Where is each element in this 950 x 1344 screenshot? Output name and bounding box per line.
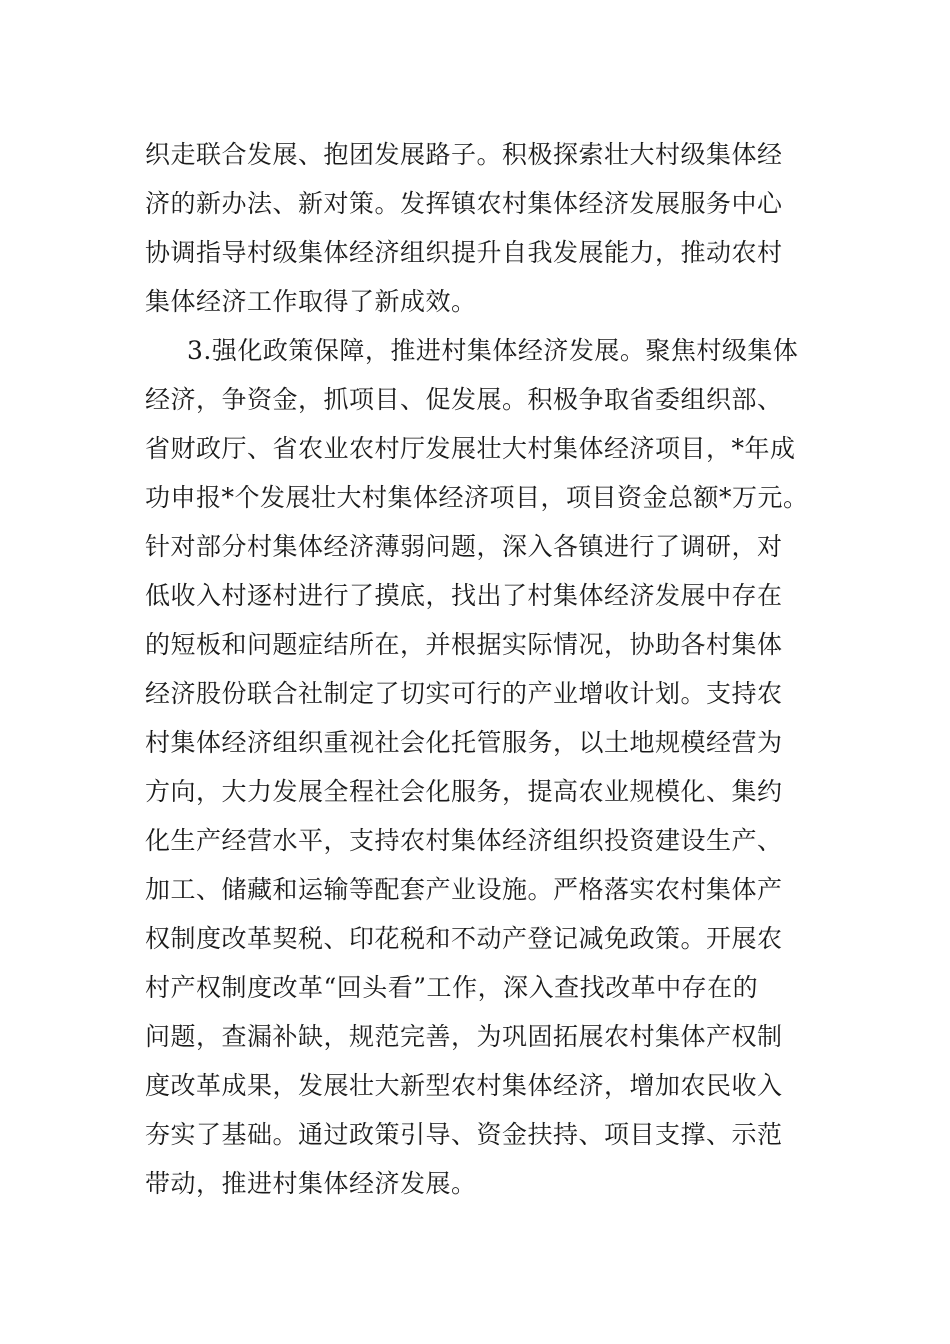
text-line: 方向，大力发展全程社会化服务，提高农业规模化、集约 (145, 777, 783, 806)
text-line: 织走联合发展、抱团发展路子。积极探索壮大村级集体经 (145, 140, 783, 169)
paragraph-heading-line: 3.强化政策保障，推进村集体经济发展。聚焦村级集体 (187, 336, 799, 365)
text-line: 带动，推进村集体经济发展。 (145, 1169, 477, 1198)
text-line: 集体经济工作取得了新成效。 (145, 287, 477, 316)
text-line: 省财政厅、省农业农村厅发展壮大村集体经济项目，*年成 (145, 434, 796, 463)
text-line: 经济股份联合社制定了切实可行的产业增收计划。支持农 (145, 679, 783, 708)
text-line: 加工、储藏和运输等配套产业设施。严格落实农村集体产 (145, 875, 783, 904)
text-line: 针对部分村集体经济薄弱问题，深入各镇进行了调研，对 (145, 532, 783, 561)
text-line: 夯实了基础。通过政策引导、资金扶持、项目支撑、示范 (145, 1120, 783, 1149)
text-line: 的短板和问题症结所在，并根据实际情况，协助各村集体 (145, 630, 783, 659)
text-line: 权制度改革契税、印花税和不动产登记减免政策。开展农 (145, 924, 783, 953)
text-line: 低收入村逐村进行了摸底，找出了村集体经济发展中存在 (145, 581, 783, 610)
text-line: 协调指导村级集体经济组织提升自我发展能力，推动农村 (145, 238, 783, 267)
text-line: 化生产经营水平，支持农村集体经济组织投资建设生产、 (145, 826, 783, 855)
text-line: 度改革成果，发展壮大新型农村集体经济，增加农民收入 (145, 1071, 783, 1100)
text-line: 功申报*个发展壮大村集体经济项目，项目资金总额*万元。 (145, 483, 809, 512)
text-line: 问题，查漏补缺，规范完善，为巩固拓展农村集体产权制 (145, 1022, 783, 1051)
text-line: 济的新办法、新对策。发挥镇农村集体经济发展服务中心 (145, 189, 783, 218)
text-line: 经济，争资金，抓项目、促发展。积极争取省委组织部、 (145, 385, 783, 414)
text-line: 村集体经济组织重视社会化托管服务，以土地规模经营为 (145, 728, 783, 757)
body-text (145, 130, 835, 1208)
text-line: 村产权制度改革“回头看”工作，深入查找改革中存在的 (145, 973, 759, 1002)
